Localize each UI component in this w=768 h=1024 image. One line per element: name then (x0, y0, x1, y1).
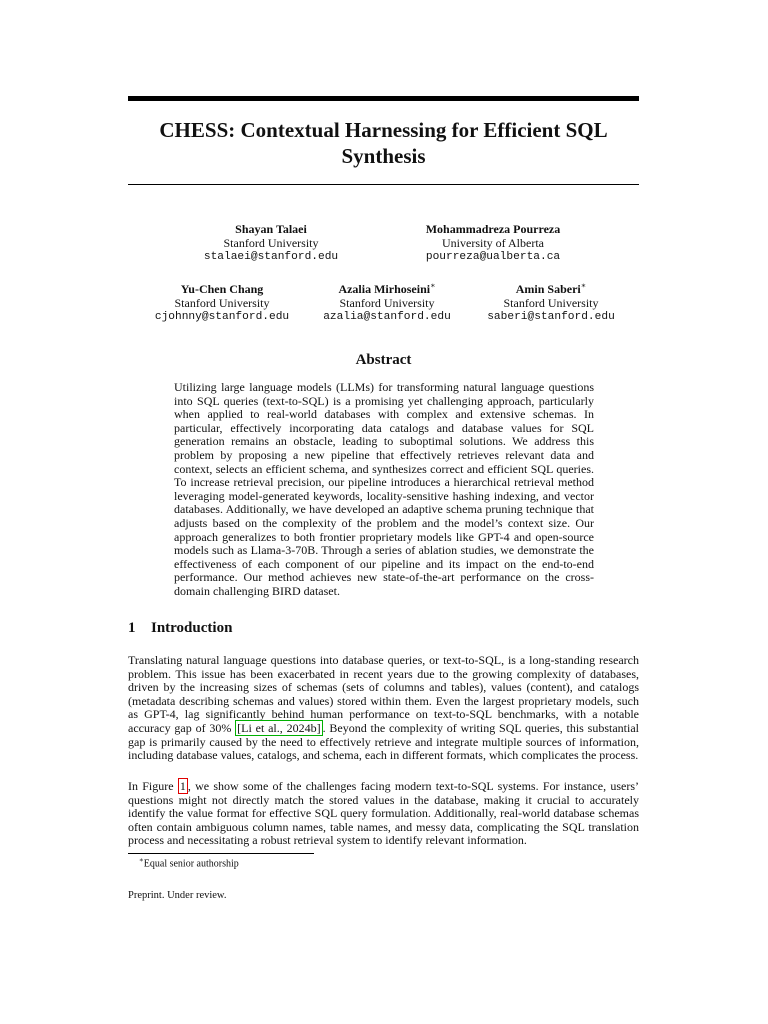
author-email: pourreza@ualberta.ca (425, 251, 561, 263)
author-affiliation: University of Alberta (442, 236, 544, 250)
footnote (139, 854, 239, 870)
author-email: saberi@stanford.edu (487, 311, 615, 323)
section-heading (128, 620, 232, 637)
author-email: cjohnny@stanford.edu (154, 311, 290, 323)
author-name: Shayan Talaei (235, 222, 307, 236)
author-affiliation: Stanford University (339, 296, 435, 310)
intro-paragraph-1: Translating natural language questions into database queries, or text-to-SQL, is a long-standing research problem. This issue has been exacerbated in recent years due to the growing complexity of databases, driven by the increasing sizes of schemas (sets of columns and tables), values (content), and catalogs (metadata describing schemas and values) stored within them. Even the largest proprietary models, such as GPT-4, lag significantly behind human performance on text-to-SQL benchmarks, with a notable accuracy gap of 30% [Li et al., 2024b] . Beyond the complexity of writing SQL queries, this substantial gap is primarily caused by the need to effectively retrieve and integrate multiple sources of information, including database values, catalogs, and schema, each in different formats, which complicates the process. (128, 653, 639, 763)
author-affiliation: Stanford University (174, 296, 270, 310)
preprint-notice: Preprint. Under review. (128, 890, 227, 901)
footnote-mark: ∗ (139, 856, 144, 864)
abstract-heading: Abstract (355, 352, 412, 368)
author-block (146, 279, 298, 324)
abstract-text: Utilizing large language models (LLMs) for transforming natural language questions into SQL queries (text-to-SQL) is a promising yet challenging approach, particularly when applied to real-world databases with complex and extensive schemas. In particular, effectively incorporating data catalogs and database values for SQL generation remains an obstacle, leading to suboptimal solutions. We address this problem by proposing a new pipeline that effectively retrieves relevant data and context, selects an efficient schema, and synthesizes correct and efficient SQL queries. To increase retrieval precision, our pipeline introduces a hierarchical retrieval method leveraging model-generated keywords, locality-sensitive hashing indexing, and vector databases. Additionally, we have developed an adaptive schema pruning technique that adjusts based on the complexity of the problem and the model’s context size. Our approach generalizes to both frontier proprietary models like GPT-4 and open-source models such as Llama-3-70B. Through a series of ablation studies, we demonstrate the effectiveness of each component of our pipeline and its impact on the end-to-end performance. Our method achieves new state-of-the-art performance on the cross-domain challenging BIRD dataset. (174, 380, 594, 598)
section-title: Introduction (151, 620, 233, 636)
author-block (477, 279, 625, 324)
author-block (312, 279, 462, 324)
author-name: Azalia Mirhoseini∗ (338, 281, 436, 296)
author-block (400, 219, 586, 264)
author-affiliation: Stanford University (503, 296, 599, 310)
section-number: 1 (128, 620, 136, 636)
author-block (195, 219, 347, 264)
author-name: Amin Saberi∗ (515, 281, 587, 296)
intro-paragraph-2: In Figure 1 , we show some of the challenges facing modern text-to-SQL systems. For instance, users’ questions might not directly match the stored values in the database, making it crucial to accurately identify the value format for effective SQL query formulation. Additionally, real-world database schemas often contain ambiguous column names, table names, and messy data, complicating the SQL translation process and necessitating a robust retrieval system to identify relevant information. (128, 779, 639, 848)
footnote-text: Equal senior authorship (143, 858, 239, 870)
author-name: Yu-Chen Chang (180, 282, 264, 296)
figure-reference-link[interactable]: 1 (179, 779, 186, 793)
author-email: azalia@stanford.edu (323, 311, 451, 323)
author-name: Mohammadreza Pourreza (425, 222, 561, 236)
author-email: stalaei@stanford.edu (203, 251, 339, 263)
citation-link[interactable]: [Li et al., 2024b] (237, 720, 321, 735)
author-affiliation: Stanford University (223, 236, 319, 250)
title-top-rule (128, 96, 639, 101)
paper-title: CHESS: Contextual Harnessing for Efficient SQL Synthesis (159, 118, 608, 168)
title-bottom-rule (128, 184, 639, 185)
